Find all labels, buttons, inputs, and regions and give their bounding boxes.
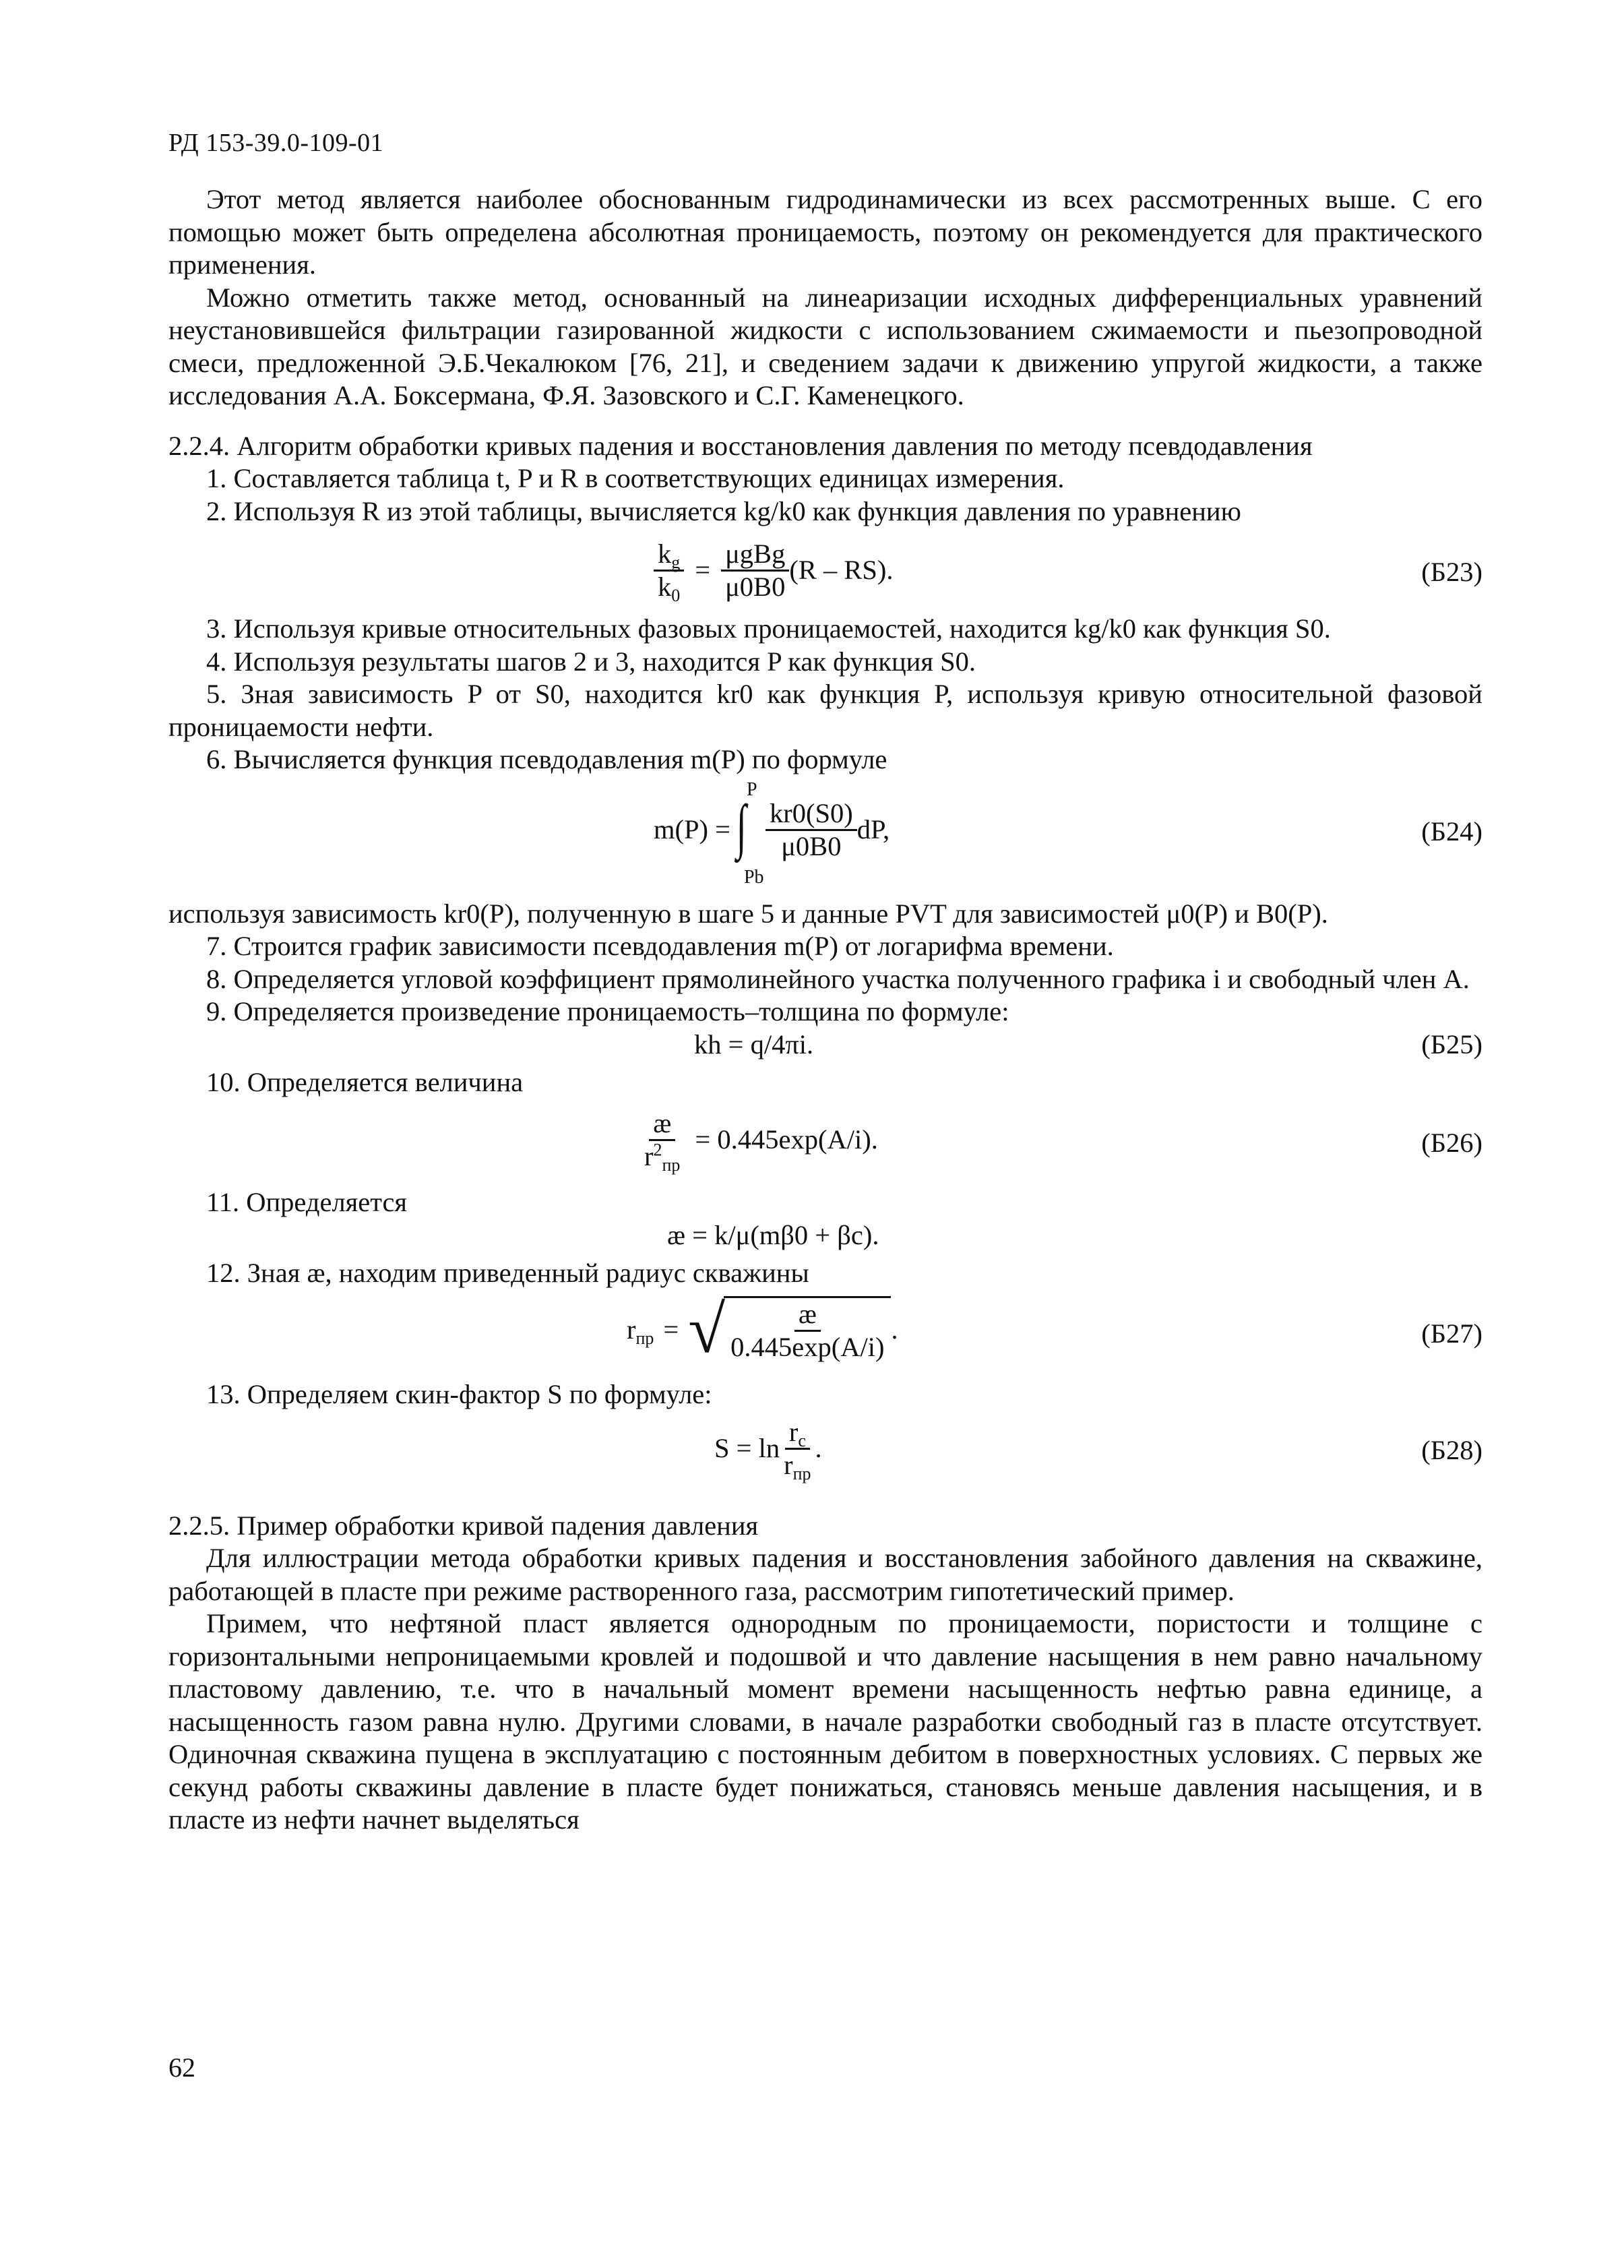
document-body <box>168 183 1482 1837</box>
paragraph-linearization: Можно отметить также метод, основанный на линеаризации исходных дифференциальных уравнений неустановившейся фильтрации газированной жидкости с использованием сжимаемости и пьезопроводной смеси, предложенной Э.Б.Чекалюком [76, 21], и сведением задачи к движению упругой жидкости, а также исследования А.А. Боксермана, Ф.Я. Зазовского и С.Г. Каменецкого. <box>168 282 1482 410</box>
equation-b26 <box>168 1099 1482 1186</box>
section-2-2-4-title: 2.2.4. Алгоритм обработки кривых падения и восстановления давления по методу псевдодавления <box>168 430 1313 461</box>
paragraph-method-summary: Этот метод является наиболее обоснованным гидродинамически из всех рассмотренных выше. С его помощью может быть определена абсолютная проницаемость, поэтому он рекомендуется для практического применения. <box>168 184 1482 280</box>
step-5: 5. Зная зависимость P от S0, находится kr0 как функция P, используя кривую относительной фазовой проницаемости нефти. <box>168 679 1482 742</box>
b23-rhs-fraction: $\frac{\text{μgBg}}{\mu 0B0}$ <box>721 539 789 603</box>
b28-fraction: $\frac{r_c}{r_{пр}}$ <box>784 1416 811 1483</box>
b24-lhs: m(P) = <box>654 814 730 845</box>
step-7: 7. Строится график зависимости псевдодавления m(P) от логарифма времени. <box>206 931 1114 961</box>
equation-b27: $r_{пр}$ = √ $\frac{æ}{0.445\exp(A/i)}$ . (Б27) <box>627 1292 1482 1367</box>
paragraph-example-assumptions: Примем, что нефтяной пласт является однородным по проницаемости, пористости и толщине с горизонтальными непроницаемыми кровлей и подошвой и что давление насыщения в нем равно начальному пластовому давлению, т.е. что в начальный момент времени насыщенность нефтью равна единице, а насыщенность газом равна нулю. Другими словами, в начале разработки свободный газ в пласте отсутствует. Одиночная скважина пущена в эксплуатацию с постоянным дебитом в поверхностных условиях. С первых же секунд работы скважины давление в пласте будет понижаться, становясь меньше давления насыщения, и в пласте из нефти начнет выделяться <box>168 1608 1482 1835</box>
b26-lhs-fraction: $\frac{æ}{r^2_{пр}}$ <box>644 1108 681 1175</box>
section-2-2-5-title: 2.2.5. Пример обработки кривой падения давления <box>168 1510 759 1541</box>
b24-lower-limit: Pb <box>743 866 764 888</box>
step-10: 10. Определяется величина <box>206 1066 524 1097</box>
integral-sign-icon: ∫ <box>736 793 747 860</box>
b23-lhs-fraction: $\frac{k_g}{k_0}$ <box>654 539 684 603</box>
b24-integrand-fraction: $\frac{kr0(S0)}{\mu 0B0}$ <box>766 798 857 862</box>
step-2: 2. Используя R из этой таблицы, вычисляется kg/k0 как функция давления по уравнению <box>206 495 1241 526</box>
equation-b25 <box>168 1029 1482 1066</box>
paragraph-example-intro: Для иллюстрации метода обработки кривых падения и восстановления забойного давления на скважине, работающей в пласте при режиме растворенного газа, рассмотрим гипотетический пример. <box>168 1543 1482 1606</box>
document-code-header: РД 153-39.0-109-01 <box>168 129 384 157</box>
step-3: 3. Используя кривые относительных фазовых проницаемостей, находится kg/k0 как функция S0. <box>206 613 1331 644</box>
equation-label-b24: (Б24) <box>1421 816 1482 847</box>
step-1: 1. Составляется таблица t, P и R в соответствующих единицах измерения. <box>206 463 1065 493</box>
b25-formula: kh = q/4πi. <box>694 1029 814 1060</box>
equation-compressibility <box>168 1219 1482 1257</box>
step-11: 11. Определяется <box>206 1187 408 1217</box>
b27-radicand-fraction: $\frac{æ}{0.445\exp(A/i)}$ <box>730 1299 885 1362</box>
equation-b23: $\frac{k_g}{k_0}$ = $\frac{\text{μgBg}}{\mu 0B0}$ (R – RS). (Б23) <box>168 533 1482 613</box>
page-number: 62 <box>168 2052 195 2083</box>
step-9: 9. Определяется произведение проницаемость–толщина по формуле: <box>206 996 1009 1026</box>
equation-b28: S = ln $\frac{r_c}{r_{пр}}$ . (Б28) <box>714 1416 1482 1483</box>
b28-lhs: S = ln <box>714 1432 780 1463</box>
b27-lhs: $r_{пр}$ <box>627 1314 654 1348</box>
equation-label-b25: (Б25) <box>1421 1029 1482 1060</box>
b24-tail: dP, <box>856 814 890 845</box>
square-root-icon: √ $\frac{æ}{0.445\exp(A/i)}$ <box>688 1296 891 1363</box>
equation-label-b26: (Б26) <box>1421 1128 1482 1158</box>
step-13: 13. Определяем скин-фактор S по формуле: <box>206 1379 712 1409</box>
step-8: 8. Определяется угловой коэффициент прямолинейного участка полученного графика i и свободный член A. <box>206 963 1470 994</box>
equation-label-b28: (Б28) <box>1421 1434 1482 1465</box>
equation-b24 <box>168 776 1482 898</box>
compressibility-formula: æ = k/μ(mβ0 + βc). <box>667 1219 879 1250</box>
b24-upper-limit: P <box>746 778 757 800</box>
b23-rhs-tail: (R – RS). <box>789 555 894 586</box>
paragraph-after-b24: используя зависимость kr0(P), полученную в шаге 5 и данные PVT для зависимостей μ0(P) и B0(P). <box>168 898 1328 929</box>
equation-label-b27: (Б27) <box>1421 1318 1482 1349</box>
step-12: 12. Зная æ, находим приведенный радиус скважины <box>206 1257 809 1288</box>
b26-rhs: = 0.445exp(A/i). <box>695 1124 878 1155</box>
equation-label-b23: (Б23) <box>1421 557 1482 587</box>
step-4: 4. Используя результаты шагов 2 и 3, находится P как функция S0. <box>206 646 976 677</box>
step-6: 6. Вычисляется функция псевдодавления m(P) по формуле <box>206 744 887 774</box>
